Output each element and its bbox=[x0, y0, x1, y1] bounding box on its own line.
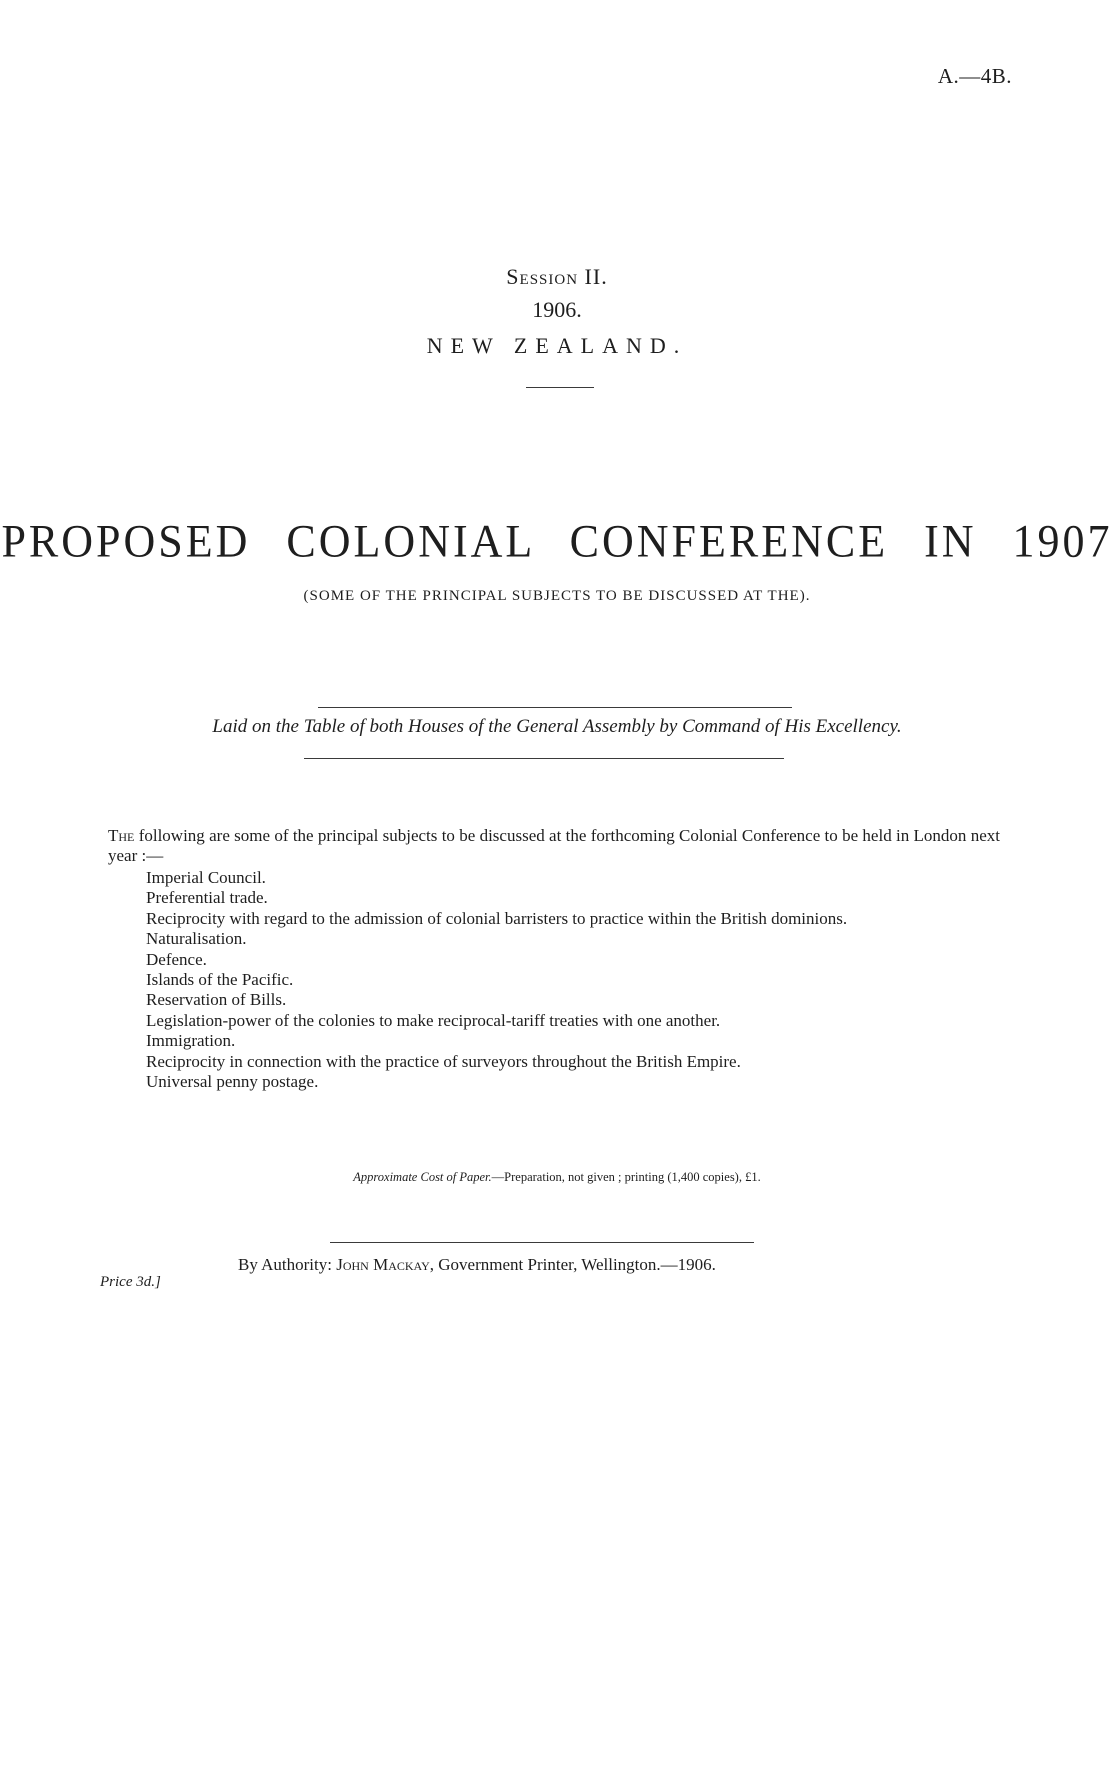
cost-text: —Preparation, not given ; printing (1,400 copies), £1. bbox=[491, 1170, 761, 1184]
laid-on-table-statement: Laid on the Table of both Houses of the General Assembly by Command of His Excellency. bbox=[212, 716, 902, 737]
cost-of-paper bbox=[0, 1170, 1114, 1185]
country-name: NEW ZEALAND. bbox=[426, 333, 688, 358]
subject-item: Legislation-power of the colonies to make reciprocal-tariff treaties with one another. bbox=[146, 1010, 721, 1030]
laid-rule-bottom bbox=[304, 758, 784, 759]
subject-item: Universal penny postage. bbox=[146, 1072, 319, 1092]
intro-paragraph bbox=[108, 826, 1000, 866]
intro-first-word: The bbox=[108, 826, 135, 845]
document-subtitle: (SOME OF THE PRINCIPAL SUBJECTS TO BE DISCUSSED AT THE). bbox=[303, 588, 811, 604]
laid-rule-top bbox=[318, 707, 792, 708]
subject-item: Islands of the Pacific. bbox=[146, 970, 294, 990]
masthead-divider bbox=[526, 387, 594, 388]
authority-rule bbox=[330, 1242, 754, 1243]
document-title: PROPOSED COLONIAL CONFERENCE IN 1907 bbox=[1, 515, 1113, 568]
printer-authority bbox=[238, 1255, 716, 1275]
subject-item: Naturalisation. bbox=[146, 929, 247, 949]
subject-item: Reciprocity with regard to the admission of colonial barristers to practice within the British dominions. bbox=[146, 908, 848, 928]
subject-item: Immigration. bbox=[146, 1031, 236, 1051]
price-label: Price 3d.] bbox=[100, 1274, 161, 1290]
subject-item: Reciprocity in connection with the practice of surveyors throughout the British Empire. bbox=[146, 1051, 741, 1071]
document-reference: A.—4B. bbox=[937, 64, 1012, 88]
subject-item: Imperial Council. bbox=[146, 868, 266, 887]
authority-suffix: , Government Printer, Wellington.—1906. bbox=[429, 1255, 716, 1274]
session-year: 1906. bbox=[532, 297, 582, 322]
subject-item: Preferential trade. bbox=[146, 888, 268, 908]
cost-label: Approximate Cost of Paper. bbox=[353, 1170, 492, 1184]
subject-item: Reservation of Bills. bbox=[146, 990, 287, 1010]
intro-text: following are some of the principal subjects to be discussed at the forthcoming Colonial Conference to be held in London next year :— bbox=[108, 826, 1000, 865]
authority-prefix: By Authority: bbox=[238, 1255, 337, 1274]
session-label: Session II. bbox=[506, 264, 608, 289]
subject-item: Defence. bbox=[146, 949, 207, 969]
printer-name: John Mackay bbox=[336, 1255, 430, 1274]
subjects-list bbox=[146, 868, 1002, 1092]
